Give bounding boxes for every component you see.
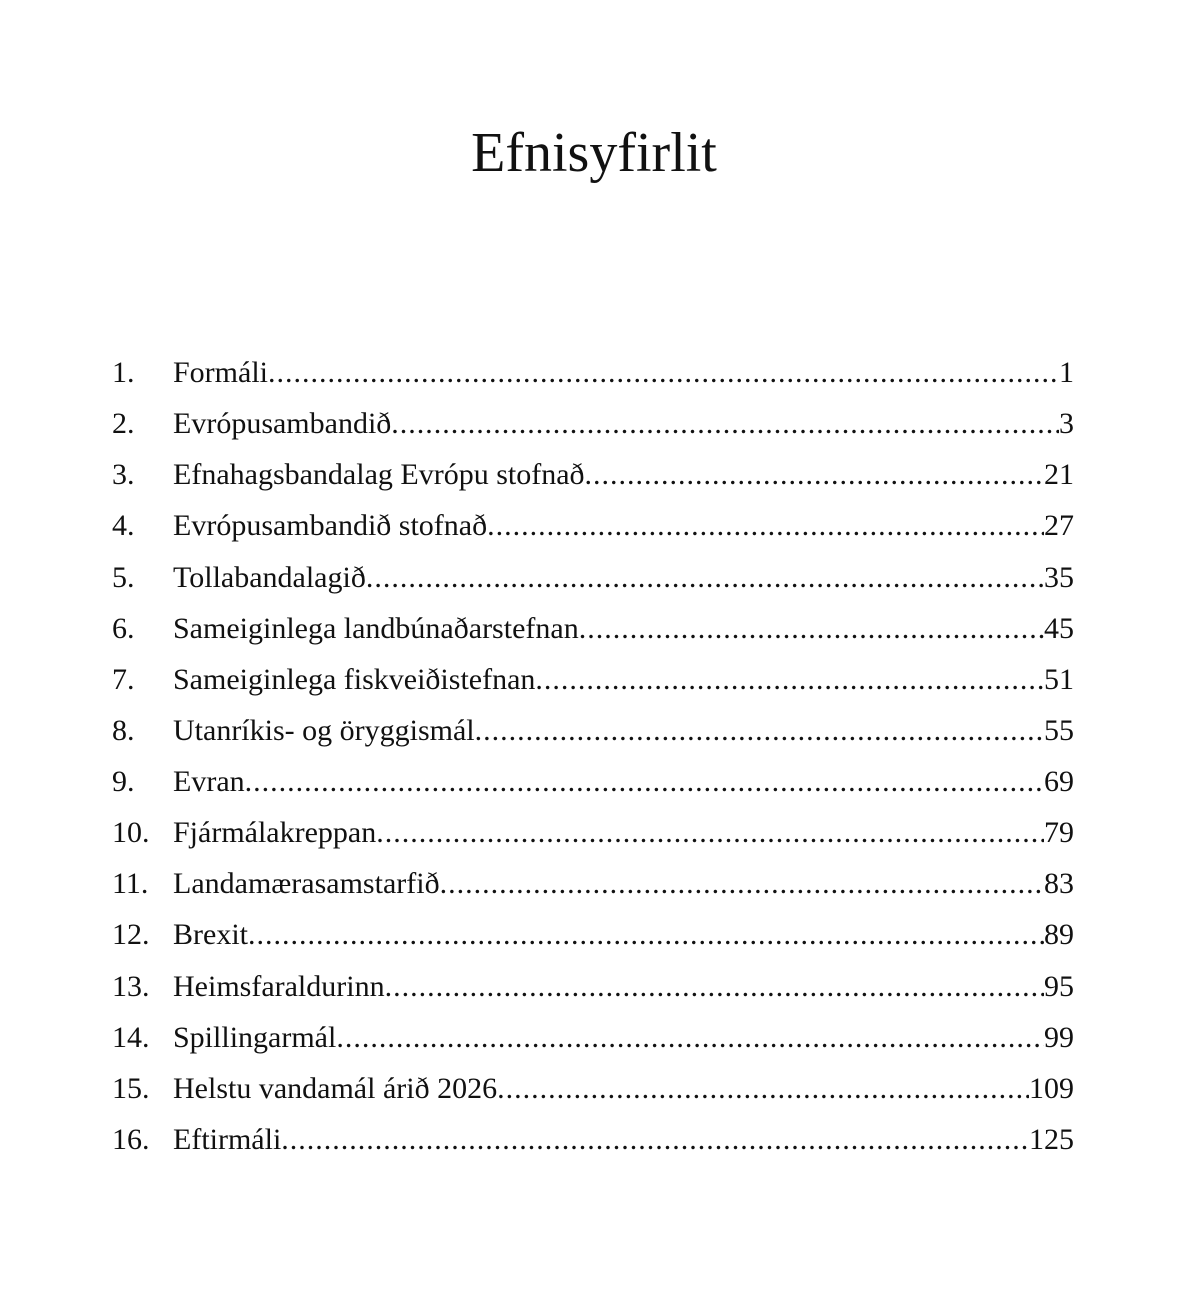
toc-entry-title: Evran xyxy=(173,765,245,798)
toc-entry-page: 1 xyxy=(1059,356,1074,389)
toc-entry-page: 99 xyxy=(1044,1020,1074,1054)
toc-entry-number: 15. xyxy=(112,1071,150,1105)
toc-entry-number: 8. xyxy=(112,713,135,747)
toc-entry-title: Helstu vandamál árið 2026 xyxy=(173,1071,498,1105)
toc-entry-page: 35 xyxy=(1044,560,1074,594)
toc-leader-dots xyxy=(366,552,1044,603)
toc-entry-number: 12. xyxy=(112,918,150,952)
toc-entry-1[interactable] xyxy=(112,347,1074,398)
toc-entry-page: 83 xyxy=(1044,867,1074,901)
toc-entry-page: 109 xyxy=(1029,1071,1074,1105)
toc-entry-2[interactable] xyxy=(112,398,1074,449)
toc-leader-dots xyxy=(336,1012,1044,1063)
toc-entry-number: 4. xyxy=(112,509,135,543)
toc-entry-title: Tollabandalagið xyxy=(173,560,366,594)
toc-entry-7[interactable] xyxy=(112,654,1074,705)
toc-entry-number: 2. xyxy=(112,407,135,441)
toc-entry-16[interactable] xyxy=(112,1114,1074,1165)
toc-entry-6[interactable] xyxy=(112,603,1074,654)
toc-leader-dots xyxy=(487,500,1044,551)
toc-entry-9[interactable] xyxy=(112,756,1074,807)
toc-entry-page: 45 xyxy=(1044,611,1074,645)
toc-entry-5[interactable] xyxy=(112,552,1074,603)
toc-entry-number: 11. xyxy=(112,867,149,901)
toc-entry-number: 7. xyxy=(112,662,135,696)
toc-entry-10[interactable] xyxy=(112,807,1074,858)
toc-entry-title: Efnahagsbandalag Evrópu stofnað xyxy=(173,458,585,492)
toc-entry-page: 21 xyxy=(1044,458,1074,492)
toc-entry-number: 16. xyxy=(112,1122,150,1156)
toc-leader-dots xyxy=(385,961,1044,1012)
toc-entry-number: 3. xyxy=(112,458,135,492)
toc-entry-8[interactable] xyxy=(112,705,1074,756)
toc-leader-dots xyxy=(475,705,1044,756)
toc-entry-page: 51 xyxy=(1044,662,1074,696)
toc-leader-dots xyxy=(579,603,1044,654)
toc-leader-dots xyxy=(497,1063,1029,1114)
toc-leader-dots xyxy=(268,347,1059,398)
toc-entry-title: Eftirmáli xyxy=(173,1122,282,1156)
toc-entry-title: Evrópusambandið stofnað xyxy=(173,509,488,543)
toc-leader-dots xyxy=(391,398,1059,449)
toc-entry-title: Fjármálakreppan xyxy=(173,816,377,850)
toc-entry-page: 3 xyxy=(1059,407,1074,441)
toc-entry-13[interactable] xyxy=(112,961,1074,1012)
toc-entry-page: 79 xyxy=(1044,816,1074,850)
toc-leader-dots xyxy=(248,909,1044,960)
toc-entry-number: 9. xyxy=(112,765,135,798)
toc-entry-15[interactable] xyxy=(112,1063,1074,1114)
toc-entry-title: Evrópusambandið xyxy=(173,407,392,441)
toc-entry-page: 69 xyxy=(1044,765,1074,798)
toc-entry-page: 95 xyxy=(1044,969,1074,1003)
toc-entry-title: Utanríkis- og öryggismál xyxy=(173,713,475,747)
toc-entry-title: Formáli xyxy=(173,356,268,389)
toc-entry-4[interactable] xyxy=(112,500,1074,551)
toc-leader-dots xyxy=(245,756,1044,807)
toc-entry-title: Sameiginlega fiskveiðistefnan xyxy=(173,662,536,696)
toc-entry-number: 1. xyxy=(112,356,135,389)
toc-leader-dots xyxy=(281,1114,1029,1165)
toc-entry-3[interactable] xyxy=(112,449,1074,500)
toc-entry-title: Sameiginlega landbúnaðarstefnan xyxy=(173,611,579,645)
toc-entry-number: 14. xyxy=(112,1020,150,1054)
toc-entry-page: 125 xyxy=(1029,1122,1074,1156)
toc-leader-dots xyxy=(440,858,1044,909)
toc-entry-page: 55 xyxy=(1044,713,1074,747)
toc-entry-number: 6. xyxy=(112,611,135,645)
toc-leader-dots xyxy=(376,807,1044,858)
page-title: Efnisyfirlit xyxy=(471,122,717,184)
toc-entry-number: 5. xyxy=(112,560,135,594)
toc-entry-page: 27 xyxy=(1044,509,1074,543)
toc-entry-number: 10. xyxy=(112,816,150,850)
toc-leader-dots xyxy=(535,654,1044,705)
toc-leader-dots xyxy=(585,449,1044,500)
toc-entry-title: Landamærasamstarfið xyxy=(173,867,440,901)
toc-entry-number: 13. xyxy=(112,969,150,1003)
toc-entry-title: Brexit xyxy=(173,918,248,952)
toc-entry-11[interactable] xyxy=(112,858,1074,909)
toc-entry-title: Heimsfaraldurinn xyxy=(173,969,385,1003)
toc-entry-12[interactable] xyxy=(112,909,1074,960)
table-of-contents xyxy=(112,347,1074,1165)
toc-entry-page: 89 xyxy=(1044,918,1074,952)
toc-entry-14[interactable] xyxy=(112,1012,1074,1063)
toc-entry-title: Spillingarmál xyxy=(173,1020,337,1054)
